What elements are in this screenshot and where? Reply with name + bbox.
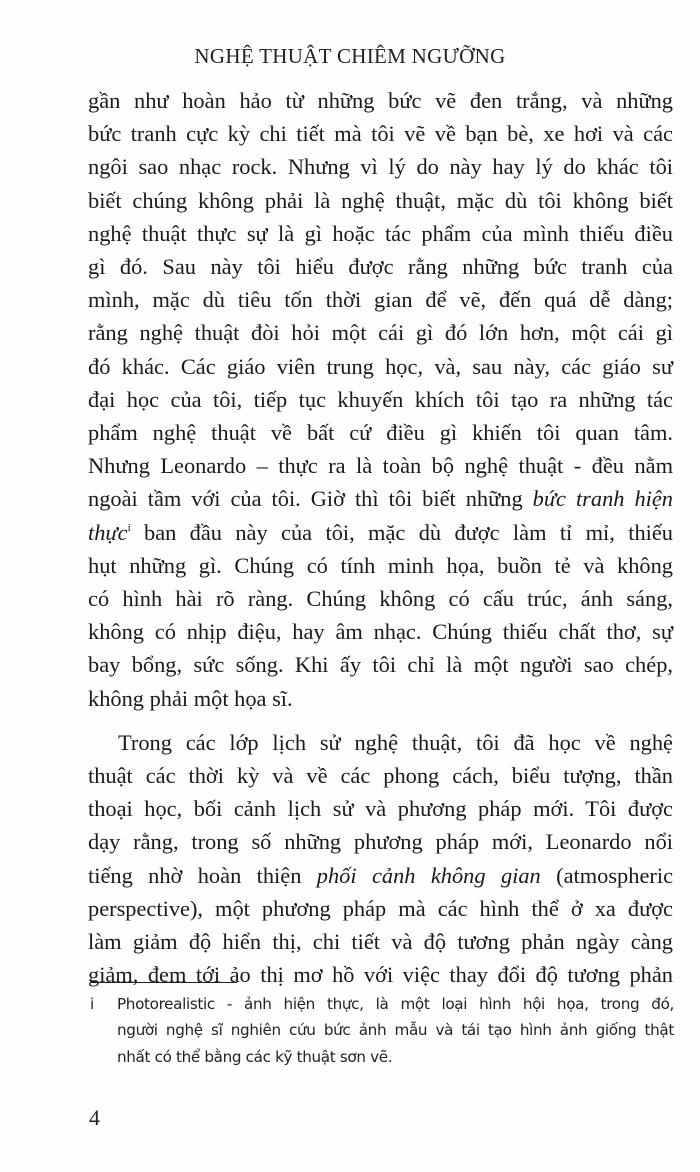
text-line: hụt những gì. Chúng có tính minh họa, buồn tẻ và không: [88, 552, 673, 578]
footnote-line: người nghệ sĩ nghiên cứu bức ảnh mẫu và tái tạo hình ảnh giống thật: [117, 1021, 674, 1040]
text-line: thoại học, bối cảnh lịch sử và phương pháp mới. Tôi được: [88, 796, 673, 822]
text-line: perspective), một phương pháp mà các hình thể ở xa được: [88, 895, 673, 921]
text-line: ngôi sao nhạc rock. Nhưng vì lý do này hay lý do khác tôi: [88, 154, 673, 180]
footnote-divider: [90, 982, 237, 983]
text-line: không phải một họa sĩ.: [88, 685, 293, 711]
text-line: không có nhịp điệu, hay âm nhạc. Chúng thiếu chất thơ, sự: [88, 619, 673, 645]
text-line: [88, 859, 673, 892]
running-head: NGHỆ THUẬT CHIÊM NGƯỠNG: [194, 44, 506, 68]
italic-term: thực: [88, 519, 128, 545]
text-line: dạy rằng, trong số những phương pháp mới, Leonardo nổi: [88, 829, 673, 855]
text-line: [88, 482, 673, 515]
text-line: mình, mặc dù tiêu tốn thời gian để vẽ, đến quá dễ dàng;: [88, 287, 673, 313]
body-text: [88, 84, 673, 991]
footnote-line: nhất có thể bằng các kỹ thuật sơn vẽ.: [117, 1047, 393, 1066]
text-line: rằng nghệ thuật đòi hỏi một cái gì đó lớn hơn, một cái gì: [88, 320, 673, 346]
text-line: đó khác. Các giáo viên trung học, và, sau này, các giáo sư: [88, 353, 673, 379]
text-line: [88, 516, 673, 549]
text-line: đại học của tôi, tiếp tục khuyến khích tôi tạo ra những tác: [88, 386, 673, 412]
text-line: giảm, đem tới ảo thị mơ hồ với việc thay đổi độ tương phản: [88, 962, 673, 988]
text-run: ban đầu này của tôi, mặc dù được làm tỉ mỉ, thiếu: [130, 519, 673, 545]
footnote-marker: i: [90, 995, 95, 1013]
italic-term: phối cảnh không gian: [316, 862, 541, 888]
text-line: biết chúng không phải là nghệ thuật, mặc dù tôi không biết: [88, 187, 673, 213]
text-line: gần như hoàn hảo từ những bức vẽ đen trắng, và những: [88, 88, 673, 113]
text-line: bức tranh cực kỳ chi tiết mà tôi vẽ về bạn bè, xe hơi và các: [88, 121, 673, 147]
footnote: [90, 991, 674, 1070]
text-run: (atmospheric: [540, 862, 674, 888]
paragraph-1: [88, 84, 673, 715]
text-line: có hình hài rõ ràng. Chúng không có cấu trúc, ánh sáng,: [88, 586, 673, 612]
text-line: nghệ thuật thực sự là gì hoặc tác phẩm của mình thiếu điều: [88, 220, 673, 246]
footnote-line: Photorealistic - ảnh hiện thực, là một loại hình hội họa, trong đó,: [117, 995, 674, 1013]
page-number: 4: [89, 1105, 100, 1130]
text-line: gì đó. Sau này tôi hiểu được rằng những bức tranh của: [88, 254, 673, 280]
text-line: thuật các thời kỳ và về các phong cách, biểu tượng, thần: [88, 763, 673, 789]
italic-term: bức tranh hiện: [532, 486, 673, 512]
text-line: phẩm nghệ thuật về bất cứ điều gì khiến tôi quan tâm.: [88, 420, 673, 446]
text-line: làm giảm độ hiển thị, chi tiết và độ tương phản ngày càng: [88, 929, 673, 955]
footnote-text: [117, 991, 674, 1070]
text-line: Trong các lớp lịch sử nghệ thuật, tôi đã học về nghệ: [118, 729, 673, 755]
footnote-reference[interactable]: i: [127, 521, 131, 534]
paragraph-2: [88, 726, 673, 992]
text-run: tiếng nhờ hoàn thiện: [88, 862, 317, 888]
text-line: Nhưng Leonardo – thực ra là toàn bộ nghệ thuật - đều nằm: [88, 453, 673, 479]
text-line: bay bổng, sức sống. Khi ấy tôi chỉ là một người sao chép,: [88, 652, 673, 678]
text-run: ngoài tầm với của tôi. Giờ thì tôi biết những: [88, 486, 533, 512]
